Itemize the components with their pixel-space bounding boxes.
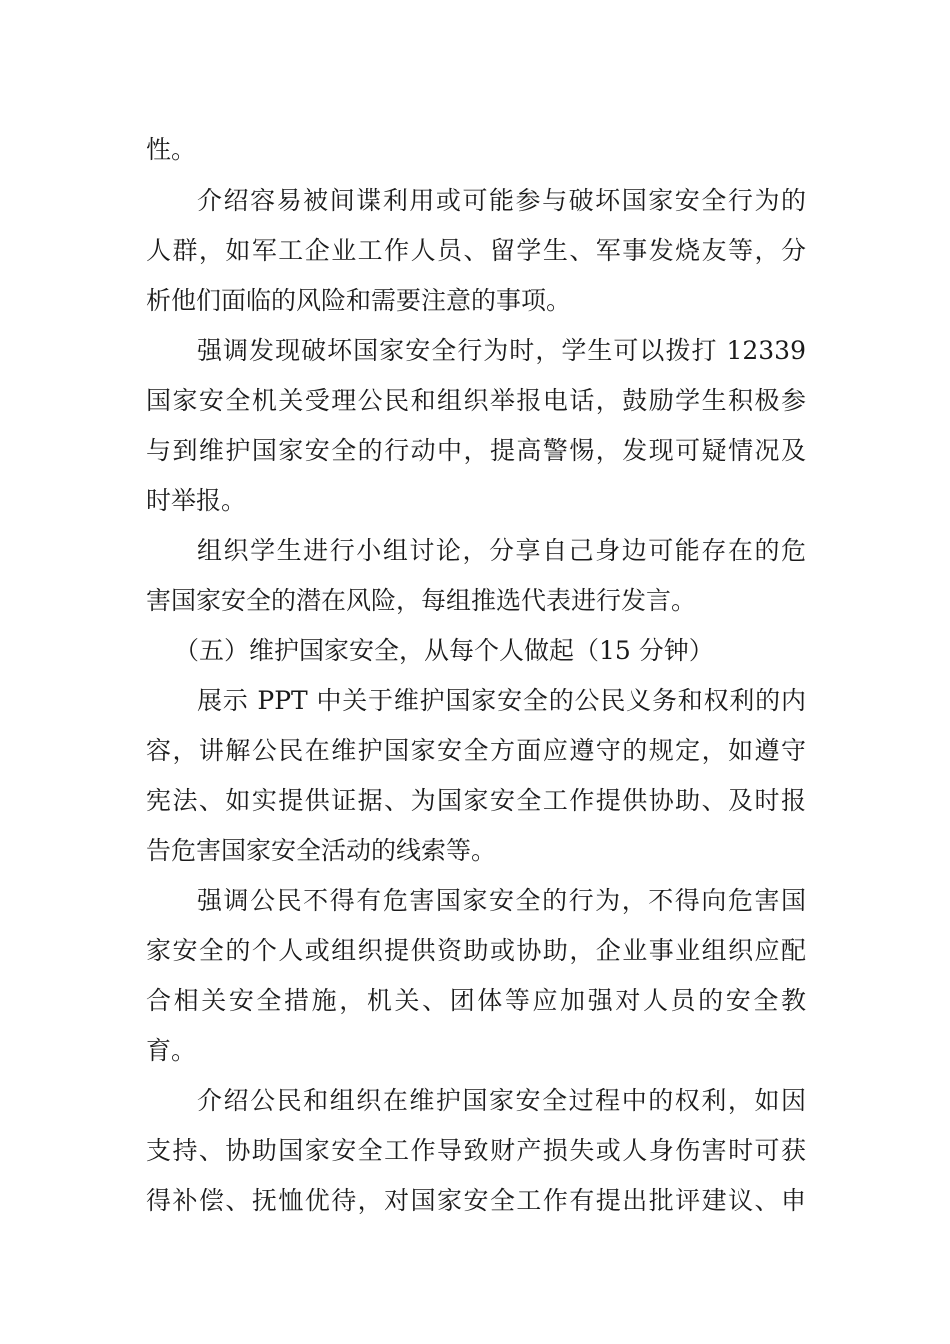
- text-line: 育。: [146, 1036, 197, 1065]
- paragraph-first-line: 展示 PPT 中关于维护国家安全的公民义务和权利的内: [197, 686, 806, 715]
- text-line: 容，讲解公民在维护国家安全方面应遵守的规定，如遵守: [146, 736, 806, 765]
- text-line: 与到维护国家安全的行动中，提高警惕，发现可疑情况及: [146, 436, 806, 465]
- section-heading: （五）维护国家安全，从每个人做起（15 分钟）: [174, 636, 714, 665]
- text-line: 国家安全机关受理公民和组织举报电话，鼓励学生积极参: [146, 386, 806, 415]
- text-line: 时举报。: [146, 486, 247, 515]
- paragraph-first-line: 介绍公民和组织在维护国家安全过程中的权利，如因: [197, 1086, 806, 1115]
- text-line: 性。: [146, 135, 197, 164]
- text-line: 告危害国家安全活动的线索等。: [146, 836, 497, 865]
- text-line: 析他们面临的风险和需要注意的事项。: [146, 286, 572, 315]
- paragraph-first-line: 介绍容易被间谍利用或可能参与破坏国家安全行为的: [197, 186, 806, 215]
- paragraph-first-line: 组织学生进行小组讨论，分享自己身边可能存在的危: [197, 536, 806, 565]
- paragraph-first-line: 强调发现破坏国家安全行为时，学生可以拨打 12339: [197, 336, 806, 365]
- text-line: 人群，如军工企业工作人员、留学生、军事发烧友等，分: [146, 236, 806, 265]
- text-line: 宪法、如实提供证据、为国家安全工作提供协助、及时报: [146, 786, 806, 815]
- text-line: 合相关安全措施，机关、团体等应加强对人员的安全教: [146, 986, 806, 1015]
- text-line: 得补偿、抚恤优待，对国家安全工作有提出批评建议、申: [146, 1186, 806, 1215]
- paragraph-first-line: 强调公民不得有危害国家安全的行为，不得向危害国: [197, 886, 806, 915]
- text-line: 支持、协助国家安全工作导致财产损失或人身伤害时可获: [146, 1136, 806, 1165]
- text-line: 害国家安全的潜在风险，每组推选代表进行发言。: [146, 586, 697, 615]
- text-line: 家安全的个人或组织提供资助或协助，企业事业组织应配: [146, 936, 806, 965]
